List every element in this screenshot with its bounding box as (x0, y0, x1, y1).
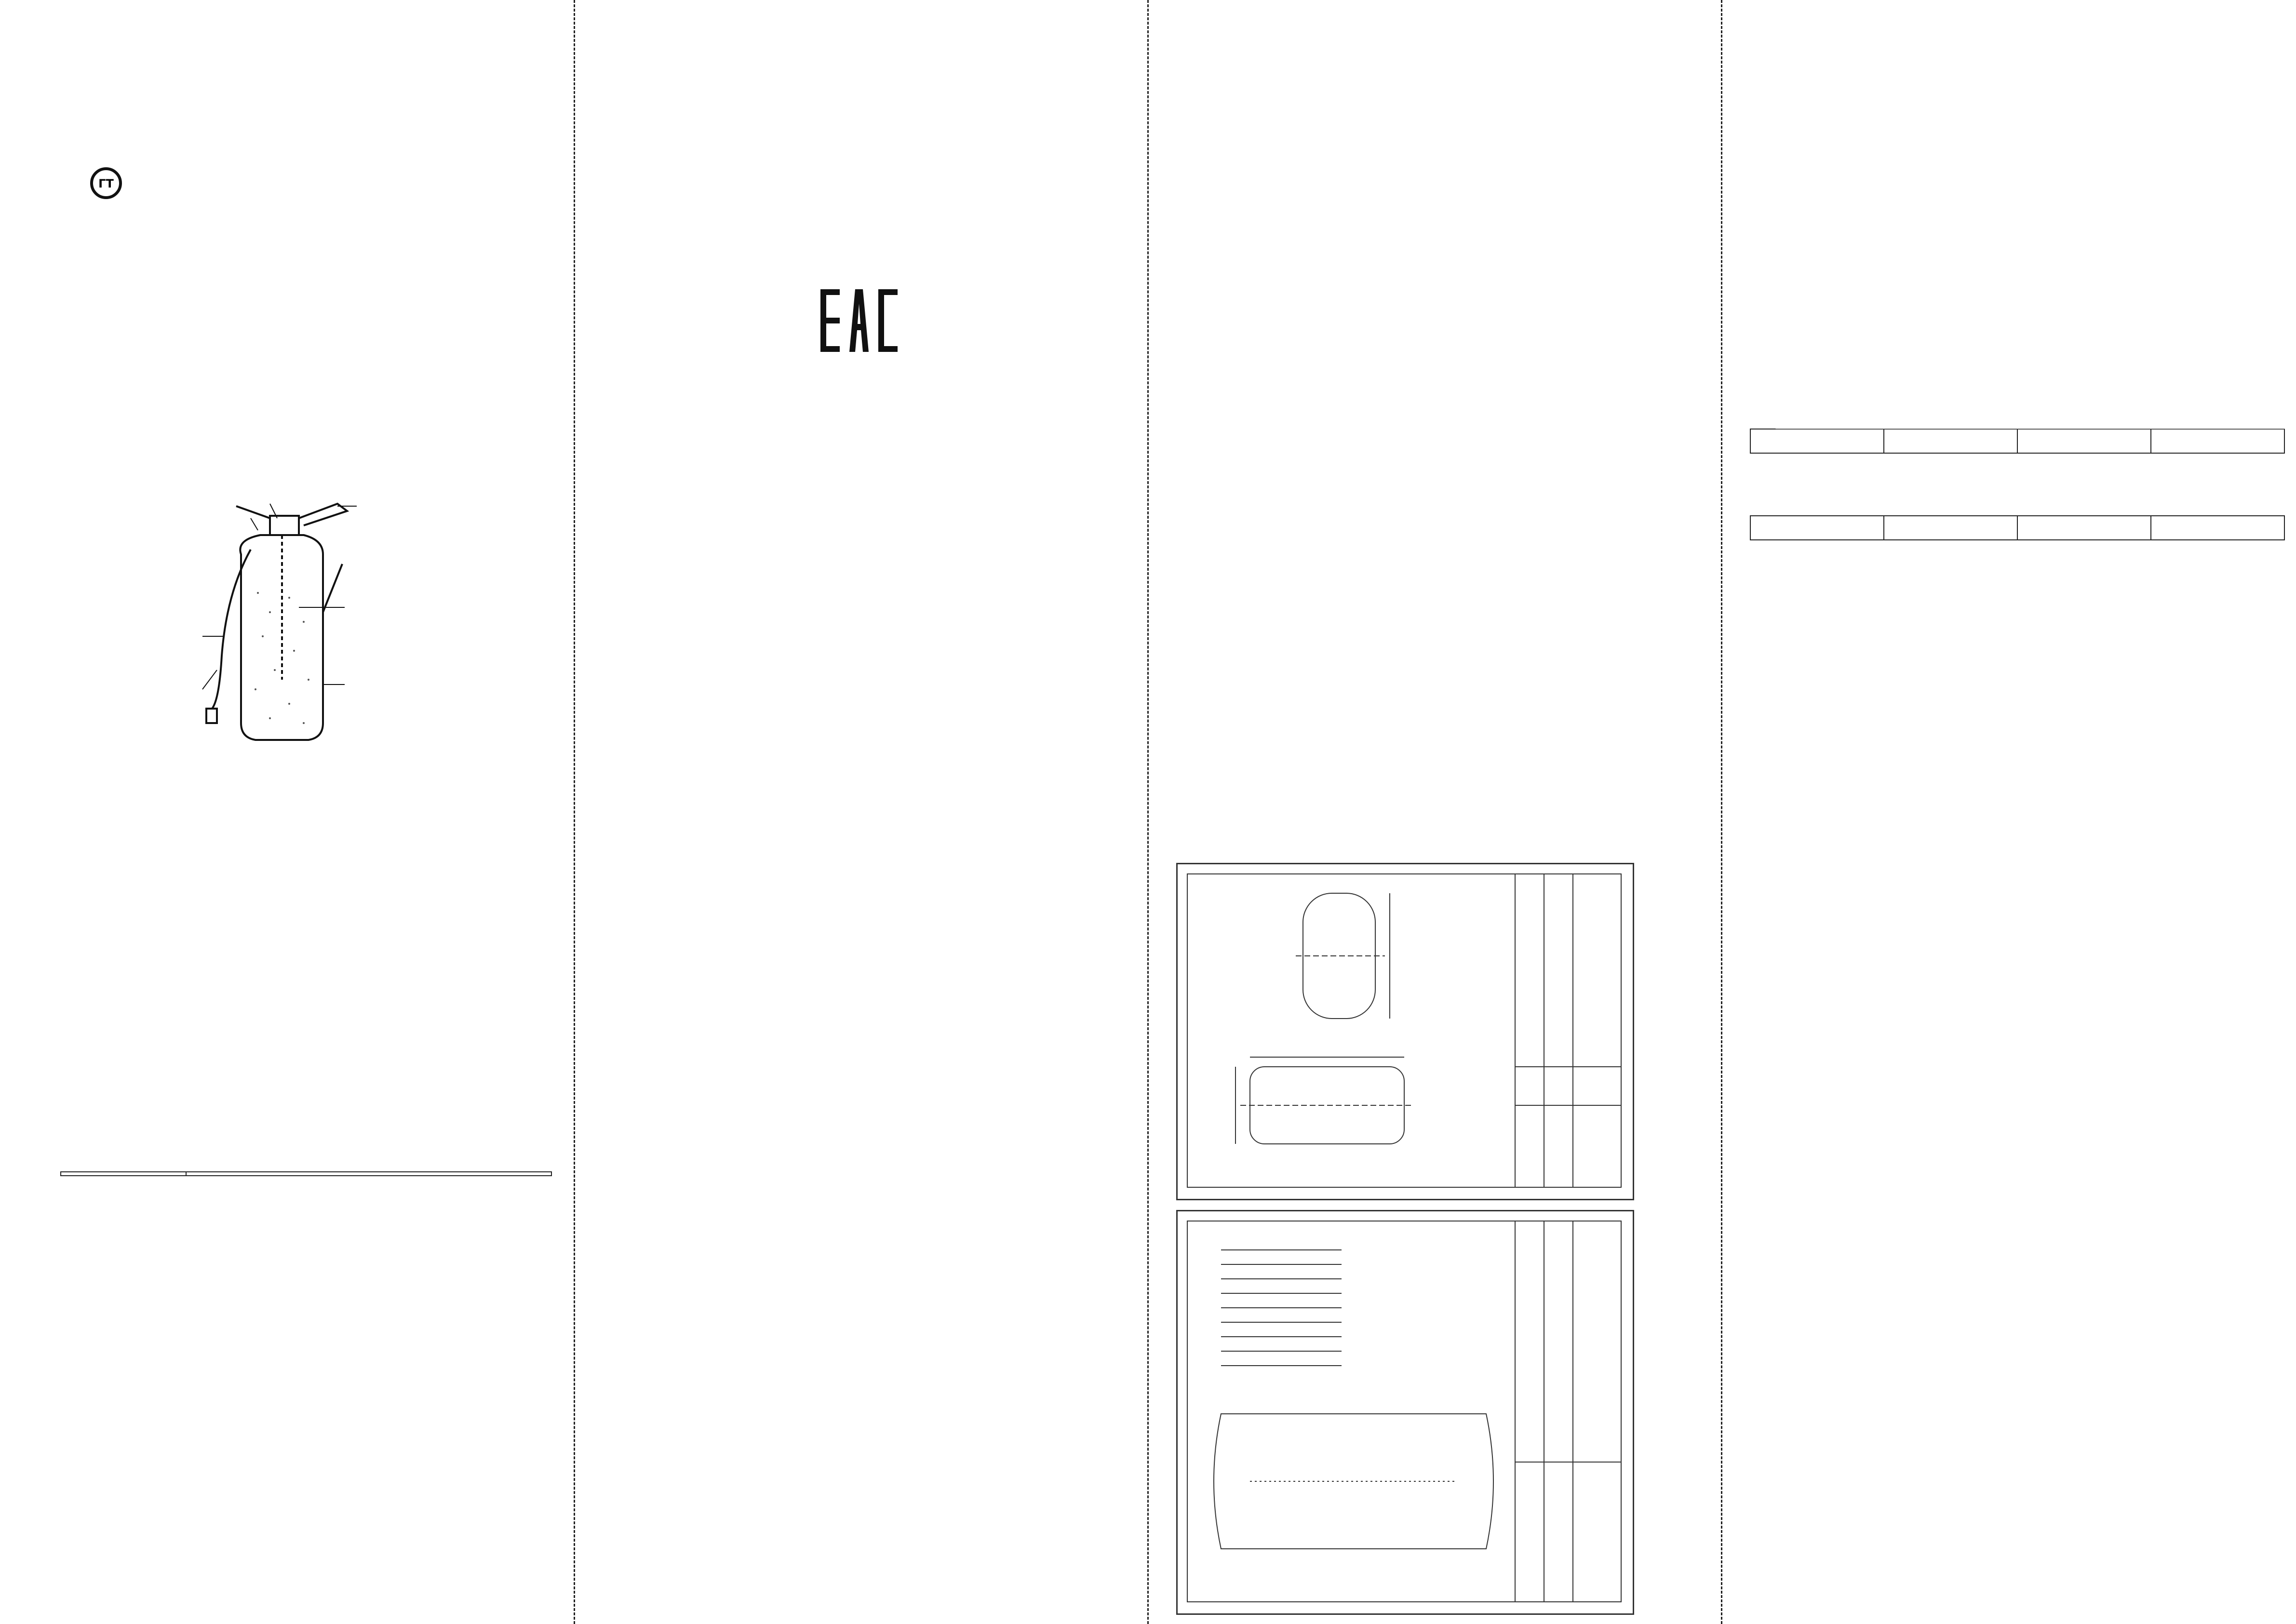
cylinder-drawing-1 (1176, 863, 1634, 1200)
refill-log-table (1750, 429, 2285, 454)
extinguisher-figure (178, 497, 386, 754)
valve-installation-table (1750, 516, 2285, 540)
certification-mark-icon (89, 166, 123, 202)
panel-cylinder-requirements (1147, 0, 1721, 1624)
characteristics-table (60, 1171, 552, 1176)
value-header (186, 1172, 551, 1176)
table-cell (2017, 516, 2151, 540)
table-cell (1884, 429, 2017, 453)
panel-extinguisher-passport (0, 0, 574, 1624)
cylinder-drawing-2 (1176, 1210, 1634, 1615)
panel-operation-requirements (1721, 0, 2296, 1624)
table-cell (2151, 429, 2284, 453)
table-cell (2017, 429, 2151, 453)
table-cell (1884, 516, 2017, 540)
panel-cylinder-passport (574, 0, 1147, 1624)
table-cell (1750, 516, 1884, 540)
eac-mark-icon (820, 289, 898, 354)
svg-text:ГТ: ГТ (98, 177, 114, 190)
param-header (61, 1172, 186, 1176)
table-cell (2151, 516, 2284, 540)
table-cell (1750, 429, 1884, 453)
